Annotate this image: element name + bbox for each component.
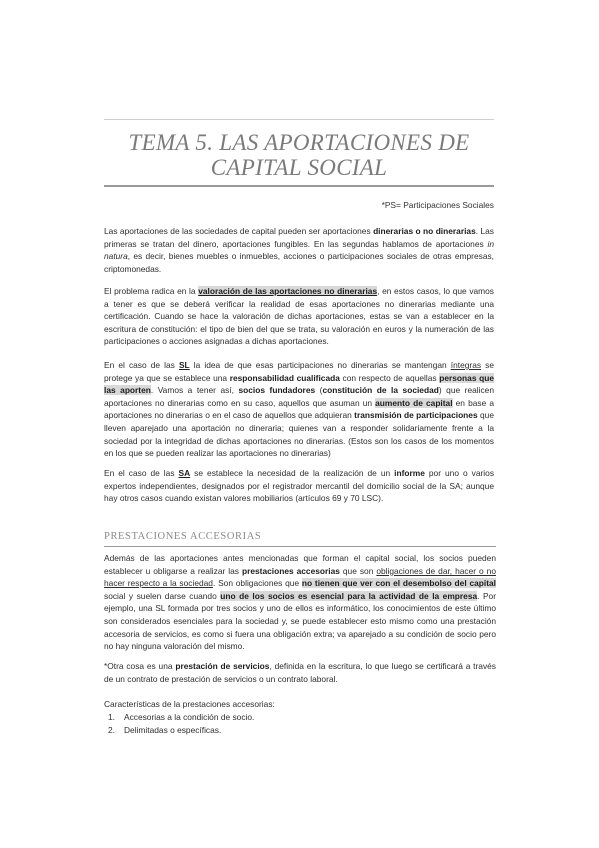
text: con respecto de aquellas <box>339 372 440 383</box>
text: ) que realicen aportaciones no dinerarias como en su caso, aquellos que asuman un <box>104 385 494 408</box>
paragraph-prestaciones <box>104 552 496 653</box>
text: por uno o varios expertos independientes, designados por el registrador mercantil del domicilio social de la SA; aunque hay otros casos cuando existan valores mobiliarios (artículos 69 y 70 LSC). <box>104 468 495 504</box>
list-number: 2. <box>108 724 115 735</box>
list-item-text: Delimitadas o específicas. <box>124 724 222 735</box>
bold-text: responsabilidad cualificada <box>229 372 340 383</box>
bold-text: transmisión de participaciones <box>354 410 478 421</box>
paragraph-prestacion-servicios <box>104 660 496 685</box>
text: que lleven aparejado una aportación no dineraria; quienes van a responder solidariamente frente a la sociedad por la integridad de dichas aportaciones no dinerarias. (Estos son los casos de los momentos en los que se pueden realizar las aportaciones no dinerarias) <box>104 410 494 459</box>
bold-text: SL <box>178 360 190 370</box>
bold-text: dinerarias o no dinerarias <box>373 226 476 236</box>
text: , es decir, bienes muebles o inmuebles, acciones o participaciones sociales de otras empresas, criptomonedas. <box>104 251 494 274</box>
section-heading: PRESTACIONES ACCESORIAS <box>104 531 262 542</box>
text: social y suelen darse cuando <box>104 590 221 601</box>
characteristics-list <box>104 711 494 736</box>
highlighted-text: uno de los socios es esencial para la actividad de la empresa <box>220 590 478 601</box>
text: , en estos casos, lo que vamos a tener es que se deberá verificar la realidad de esas aportaciones no dinerarias mediante una certificación. Cuando se hace la valoración de dichas aportaciones, estas se van a establecer en la escritura de constitución: el tipo de bien del que se trata, su valoración en euros y la numeración de las participaciones o acciones asignadas a dichas aportaciones. <box>104 286 494 347</box>
text: que son <box>339 565 377 576</box>
paragraph-sl <box>104 359 494 460</box>
highlighted-text: personas que las aporten <box>104 372 494 396</box>
list-intro: Características de la prestaciones accesorias: <box>104 699 275 709</box>
bold-text: informe <box>394 468 425 478</box>
paragraph-sa <box>104 467 494 505</box>
bold-text: constitución de la sociedad <box>322 385 439 396</box>
page-title: TEMA 5. LAS APORTACIONES DE CAPITAL SOCIAL <box>128 130 470 180</box>
bold-text: SA <box>178 468 191 478</box>
underlined-text: obligaciones de dar, hacer o no hacer respecto a la sociedad <box>104 565 496 589</box>
text: se establece la necesidad de la realización de un <box>190 468 395 478</box>
text: En el caso de las <box>104 360 179 370</box>
text: . Son obligaciones que <box>212 578 302 589</box>
text: En el caso de las <box>104 468 179 478</box>
highlighted-text: aumento de capital <box>375 397 453 408</box>
text: se protege ya que se establece una <box>104 360 494 383</box>
text: , definida en la escritura, lo que luego se certificará a través de un contrato de prestación de servicios o un contrato laboral. <box>104 661 496 684</box>
underlined-text: íntegras <box>450 360 482 370</box>
highlighted-text: valoración de las aportaciones no dinerarias <box>198 286 378 296</box>
abbreviation-note: *PS= Participaciones Sociales <box>381 200 494 210</box>
text: . Las primeras se tratan del dinero, aportaciones fungibles. En las segundas hablamos de aportaciones <box>104 226 494 249</box>
text: Además de las aportaciones antes mencionadas que forman el capital social, los socios pueden establecer u obligarse a realizar las <box>104 553 496 576</box>
highlighted-text: no tienen que ver con el desembolso del capital <box>301 578 496 589</box>
bold-text: prestación de servicios <box>175 661 270 671</box>
list-item <box>104 724 494 737</box>
italic-text: in natura <box>104 238 494 262</box>
section-divider <box>104 546 496 547</box>
text: . Por ejemplo, una SL formada por tres socios y uno de ellos es informático, los conocimientos de este último son considerados esenciales para la sociedad y, se puede establecer esto mismo como una prestación accesoria de servicios, es como si fuera una obligación extra; va aparejado a su condición de socio pero no hay ninguna valoración del mismo. <box>104 590 497 652</box>
text: . Vamos a tener así, <box>150 385 239 396</box>
top-divider <box>104 119 494 120</box>
text: ( <box>315 385 323 396</box>
paragraph-valoracion <box>104 285 494 348</box>
text: El problema radica en la <box>104 286 199 296</box>
list-number: 1. <box>108 712 115 722</box>
paragraph-aportaciones-intro <box>104 225 494 275</box>
text: la idea de que esas participaciones no dinerarias se mantengan <box>189 360 451 370</box>
bold-text: prestaciones accesorias <box>241 565 340 576</box>
text: en base a aportaciones no dinerarias o en el caso de aquellos que adquieran <box>104 397 494 421</box>
text: *Otra cosa es una <box>104 661 176 671</box>
bold-text: socios fundadores <box>238 385 316 396</box>
list-item-text: Accesorias a la condición de socio. <box>124 712 255 722</box>
title-divider <box>104 185 494 187</box>
text: Las aportaciones de las sociedades de capital pueden ser aportaciones <box>104 226 374 236</box>
list-item <box>104 711 494 724</box>
